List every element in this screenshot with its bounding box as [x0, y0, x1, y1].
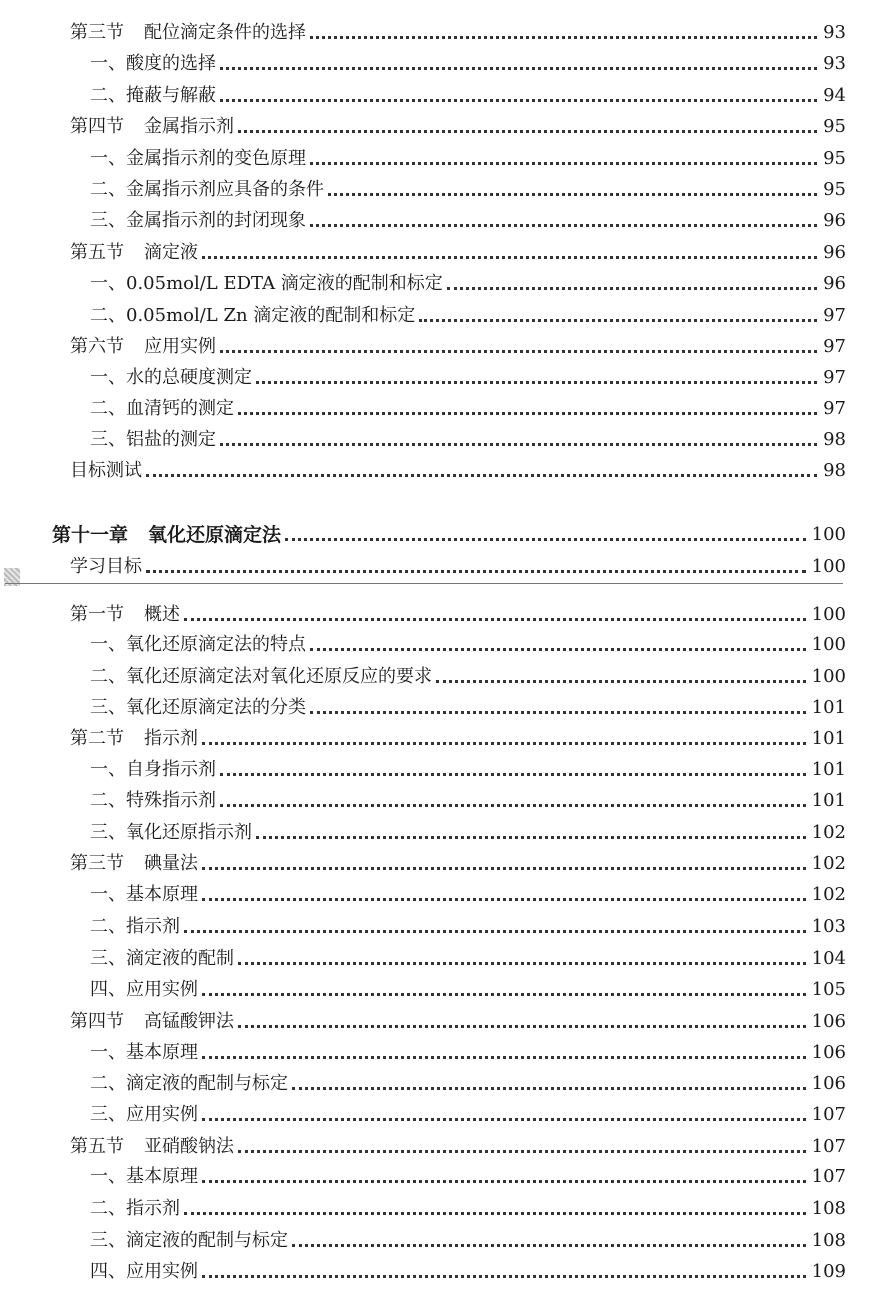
section-entry[interactable]: [70, 598, 846, 626]
entry-label: 第一节: [70, 604, 124, 625]
page-number: 100: [811, 634, 846, 655]
page-number: 93: [823, 22, 846, 43]
entry-text: 二、0.05mol/L Zn 滴定液的配制和标定: [90, 305, 416, 326]
entry-text: 配位滴定条件的选择: [144, 22, 306, 43]
toc-item[interactable]: [90, 878, 846, 906]
section-entry[interactable]: [70, 110, 846, 138]
dot-leader: [202, 255, 817, 259]
dot-leader: [310, 35, 817, 39]
entry-title: [90, 148, 310, 170]
dot-leader: [202, 1055, 806, 1059]
entry-text: 碘量法: [144, 853, 198, 874]
dot-leader: [285, 537, 806, 541]
page-number: 96: [823, 242, 846, 263]
entry-title: [52, 524, 285, 546]
page-number: 102: [811, 884, 846, 905]
dot-leader: [146, 473, 817, 477]
section-entry[interactable]: [70, 454, 846, 482]
page-number: 100: [811, 524, 846, 545]
entry-text: 二、指示剂: [90, 1198, 180, 1219]
page-number: 108: [811, 1230, 846, 1251]
entry-title: [90, 85, 220, 107]
dot-leader: [202, 741, 806, 745]
dot-leader: [220, 772, 806, 776]
entry-title: [90, 634, 310, 656]
entry-title: [70, 1011, 238, 1033]
entry-text: 一、酸度的选择: [90, 53, 216, 74]
section-entry[interactable]: [70, 1130, 846, 1158]
entry-text: 二、氧化还原滴定法对氧化还原反应的要求: [90, 666, 432, 687]
entry-text: 一、基本原理: [90, 884, 198, 905]
page-number: 104: [811, 948, 846, 969]
toc-item[interactable]: [90, 1160, 846, 1188]
entry-text: 三、金属指示剂的封闭现象: [90, 210, 306, 231]
entry-text: 三、应用实例: [90, 1104, 198, 1125]
dot-leader: [184, 929, 806, 933]
dot-leader: [436, 679, 806, 683]
toc-item[interactable]: [90, 816, 846, 844]
entry-title: [90, 916, 184, 938]
page-number: 94: [823, 85, 846, 106]
dot-leader: [256, 835, 806, 839]
entry-text: 三、氧化还原指示剂: [90, 822, 252, 843]
toc-item[interactable]: [90, 299, 846, 327]
dot-leader: [419, 318, 817, 322]
entry-text: 一、金属指示剂的变色原理: [90, 148, 306, 169]
entry-text: 三、滴定液的配制: [90, 948, 234, 969]
entry-text: 滴定液: [144, 242, 198, 263]
toc-item[interactable]: [90, 204, 846, 232]
entry-text: 四、应用实例: [90, 979, 198, 1000]
entry-text: 亚硝酸钠法: [144, 1136, 234, 1157]
entry-text: 一、氧化还原滴定法的特点: [90, 634, 306, 655]
dot-leader: [292, 1243, 806, 1247]
dot-leader: [310, 223, 817, 227]
toc-item[interactable]: [90, 423, 846, 451]
page-number: 106: [811, 1042, 846, 1063]
toc-item[interactable]: [90, 628, 846, 656]
toc-item[interactable]: [90, 1224, 846, 1252]
dot-leader: [202, 992, 806, 996]
page-number: 97: [823, 398, 846, 419]
entry-title: [90, 948, 238, 970]
entry-label: 第三节: [70, 22, 124, 43]
dot-leader: [220, 442, 817, 446]
dot-leader: [310, 710, 806, 714]
entry-text: 二、金属指示剂应具备的条件: [90, 179, 324, 200]
entry-label: 第六节: [70, 336, 124, 357]
toc-item[interactable]: [90, 1067, 846, 1095]
entry-text: 一、自身指示剂: [90, 759, 216, 780]
dot-leader: [238, 1149, 806, 1153]
page-number: 107: [811, 1104, 846, 1125]
toc-item[interactable]: [90, 753, 846, 781]
entry-label: 第五节: [70, 1136, 124, 1157]
toc-item[interactable]: [90, 1098, 846, 1126]
page-number: 101: [811, 790, 846, 811]
dot-leader: [256, 380, 817, 384]
dot-leader: [310, 647, 806, 651]
entry-label: 第二节: [70, 728, 124, 749]
entry-text: 三、氧化还原滴定法的分类: [90, 697, 306, 718]
dot-leader: [202, 1274, 806, 1278]
entry-text: 应用实例: [144, 336, 216, 357]
entry-text: 四、应用实例: [90, 1261, 198, 1282]
page-number: 100: [811, 556, 846, 577]
page-number: 109: [811, 1261, 846, 1282]
entry-title: [70, 242, 202, 264]
section-entry[interactable]: [70, 236, 846, 264]
entry-title: [70, 22, 310, 44]
entry-label: 第三节: [70, 853, 124, 874]
entry-title: [90, 1261, 202, 1283]
toc-item[interactable]: [90, 1036, 846, 1064]
entry-title: [90, 697, 310, 719]
page-number: 95: [823, 148, 846, 169]
toc-item[interactable]: [90, 267, 846, 295]
dot-leader: [310, 161, 817, 165]
section-entry[interactable]: [70, 722, 846, 750]
entry-text: 二、掩蔽与解蔽: [90, 85, 216, 106]
page-number: 96: [823, 273, 846, 294]
entry-label: 第十一章: [52, 524, 129, 546]
entry-title: [90, 759, 220, 781]
page-number: 97: [823, 336, 846, 357]
dot-leader: [202, 897, 806, 901]
entry-text: 二、特殊指示剂: [90, 790, 216, 811]
entry-text: 金属指示剂: [144, 116, 234, 137]
toc-item[interactable]: [90, 691, 846, 719]
page-number: 106: [811, 1011, 846, 1032]
dot-leader: [184, 617, 806, 621]
toc-item[interactable]: [90, 142, 846, 170]
page-number: 105: [811, 979, 846, 1000]
entry-title: [90, 179, 328, 201]
entry-title: [90, 666, 436, 688]
page-number: 96: [823, 210, 846, 231]
entry-title: [90, 367, 256, 389]
section-entry[interactable]: [70, 847, 846, 875]
entry-text: 概述: [144, 604, 180, 625]
entry-title: [90, 790, 220, 812]
entry-title: [90, 1198, 184, 1220]
dot-leader: [447, 286, 817, 290]
dot-leader: [220, 66, 817, 70]
entry-title: [90, 305, 419, 327]
entry-title: [70, 604, 184, 626]
toc-item[interactable]: [90, 942, 846, 970]
entry-text: 指示剂: [144, 728, 198, 749]
toc-item[interactable]: [90, 1192, 846, 1220]
entry-text: 一、水的总硬度测定: [90, 367, 252, 388]
page-number: 95: [823, 116, 846, 137]
entry-text: 高锰酸钾法: [144, 1011, 234, 1032]
section-entry[interactable]: [70, 16, 846, 44]
divider-rule: [5, 583, 843, 584]
dot-leader: [292, 1086, 806, 1090]
page-number: 107: [811, 1136, 846, 1157]
toc-item[interactable]: [90, 910, 846, 938]
toc-item[interactable]: [90, 47, 846, 75]
dot-leader: [220, 803, 806, 807]
entry-text: 二、滴定液的配制与标定: [90, 1073, 288, 1094]
page-number: 95: [823, 179, 846, 200]
toc-item[interactable]: [90, 79, 846, 107]
entry-text: 二、指示剂: [90, 916, 180, 937]
entry-title: [90, 884, 202, 906]
entry-title: [90, 429, 220, 451]
dot-leader: [202, 866, 806, 870]
entry-text: 目标测试: [70, 460, 142, 481]
dot-leader: [238, 961, 806, 965]
toc-item[interactable]: [90, 392, 846, 420]
entry-title: [70, 1136, 238, 1158]
entry-title: [90, 979, 202, 1001]
entry-title: [90, 1230, 292, 1252]
entry-title: [70, 460, 146, 482]
toc-item[interactable]: [90, 1255, 846, 1283]
dot-leader: [238, 1024, 806, 1028]
page-number: 100: [811, 666, 846, 687]
dot-leader: [328, 192, 817, 196]
entry-text: 三、铝盐的测定: [90, 429, 216, 450]
entry-text: 一、基本原理: [90, 1166, 198, 1187]
entry-title: [90, 1104, 202, 1126]
entry-text: 三、滴定液的配制与标定: [90, 1230, 288, 1251]
toc-item[interactable]: [90, 973, 846, 1001]
page-number: 93: [823, 53, 846, 74]
dot-leader: [184, 1211, 806, 1215]
page-number: 107: [811, 1166, 846, 1187]
entry-title: [70, 556, 146, 578]
entry-title: [90, 53, 220, 75]
page-number: 100: [811, 604, 846, 625]
entry-title: [90, 398, 238, 420]
section-entry[interactable]: [70, 550, 846, 578]
entry-text: 二、血清钙的测定: [90, 398, 234, 419]
page-number: 97: [823, 305, 846, 326]
entry-text: 学习目标: [70, 556, 142, 577]
toc-item[interactable]: [90, 361, 846, 389]
page-number: 106: [811, 1073, 846, 1094]
dot-leader: [202, 1179, 806, 1183]
entry-title: [70, 336, 220, 358]
chapter-entry[interactable]: [52, 518, 846, 546]
page-number: 103: [811, 916, 846, 937]
page-number: 98: [823, 460, 846, 481]
dot-leader: [238, 129, 817, 133]
page-number: 108: [811, 1198, 846, 1219]
entry-title: [90, 273, 447, 295]
page-number: 101: [811, 697, 846, 718]
page-number: 101: [811, 759, 846, 780]
entry-label: 第四节: [70, 1011, 124, 1032]
section-entry[interactable]: [70, 1005, 846, 1033]
toc-item[interactable]: [90, 784, 846, 812]
dot-leader: [202, 1117, 806, 1121]
entry-title: [90, 822, 256, 844]
dot-leader: [238, 411, 817, 415]
entry-label: 第五节: [70, 242, 124, 263]
entry-title: [90, 1073, 292, 1095]
page-number: 101: [811, 728, 846, 749]
page-number: 98: [823, 429, 846, 450]
toc-item[interactable]: [90, 173, 846, 201]
dot-leader: [220, 98, 817, 102]
page-number: 97: [823, 367, 846, 388]
dot-leader: [146, 569, 806, 573]
dot-leader: [220, 349, 817, 353]
entry-text: 一、0.05mol/L EDTA 滴定液的配制和标定: [90, 273, 443, 294]
entry-title: [70, 728, 202, 750]
entry-title: [90, 210, 310, 232]
toc-item[interactable]: [90, 660, 846, 688]
page-number: 102: [811, 853, 846, 874]
entry-text: 氧化还原滴定法: [148, 524, 282, 546]
entry-title: [90, 1166, 202, 1188]
entry-title: [70, 116, 238, 138]
section-entry[interactable]: [70, 330, 846, 358]
entry-label: 第四节: [70, 116, 124, 137]
entry-title: [70, 853, 202, 875]
entry-text: 一、基本原理: [90, 1042, 198, 1063]
entry-title: [90, 1042, 202, 1064]
page-number: 102: [811, 822, 846, 843]
